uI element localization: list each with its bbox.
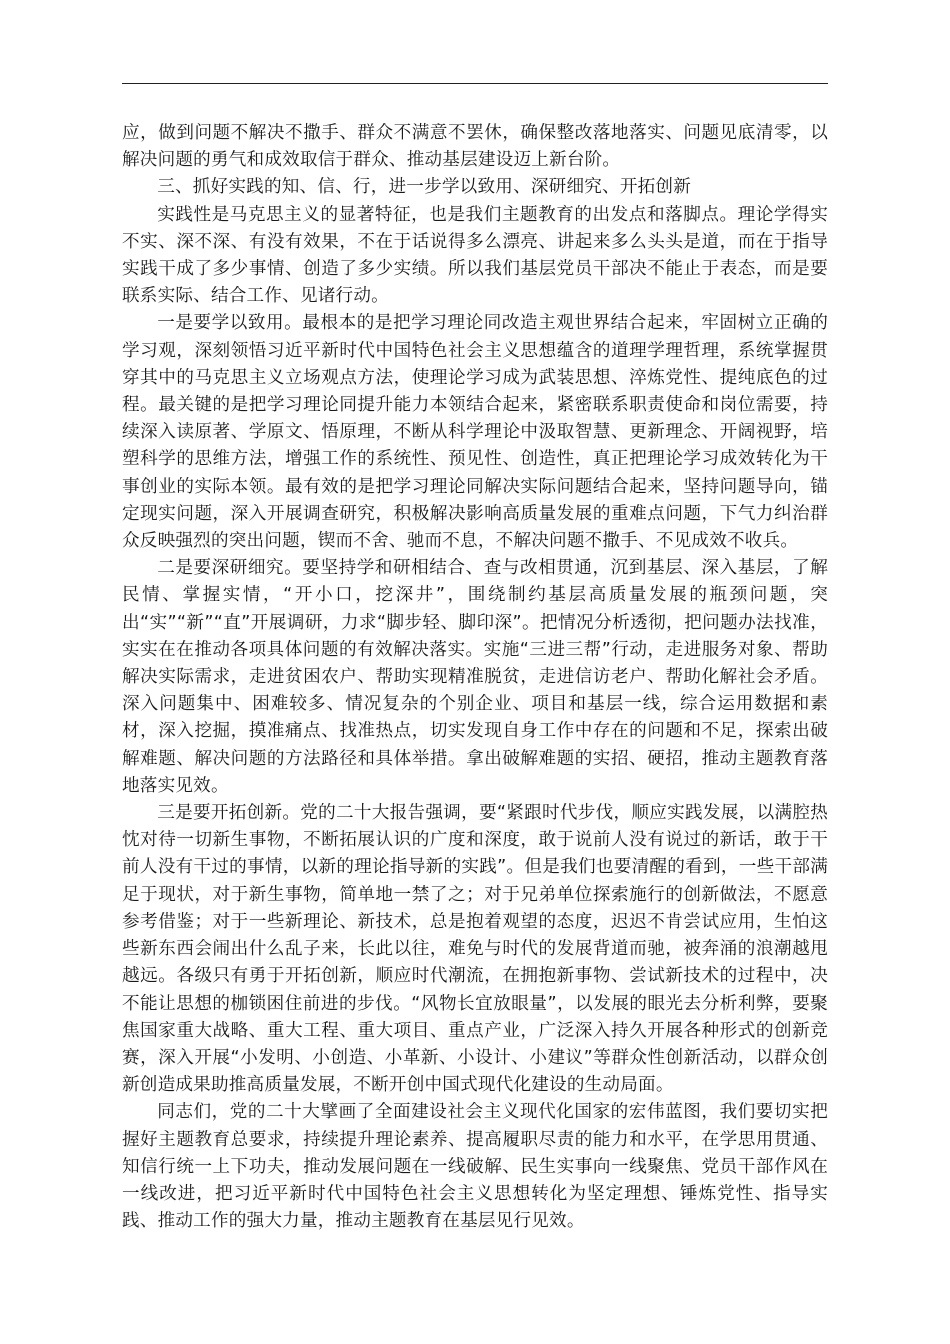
paragraph: 一是要学以致用。最根本的是把学习理论同改造主观世界结合起来，牢固树立正确的学习观，深刻领悟习近平新时代中国特色社会主义思想蕴含的道理学理哲理，系统掌握贯穿其中的马克思主义立场观点方法，使理论学习成为武装思想、淬炼党性、提纯底色的过程。最关键的是把学习理论同提升能力本领结合起来，紧密联系职责使命和岗位需要，持续深入读原著、学原文、悟原理，不断从科学理论中汲取智慧、更新理念、开阔视野，培塑科学的思维方法，增强工作的系统性、预见性、创造性，真正把理论学习成效转化为干事创业的实际本领。最有效的是把学习理论同解决实际问题结合起来，坚持问题导向，锚定现实问题，深入开展调查研究，积极解决影响高质量发展的重难点问题，下气力纠治群众反映强烈的突出问题，锲而不舍、驰而不息，不解决问题不撒手、不见成效不收兵。 xyxy=(122,313,828,552)
section-heading: 三、抓好实践的知、信、行，进一步学以致用、深研细究、开拓创新 xyxy=(157,177,692,198)
paragraph-continuation: 应，做到问题不解决不撒手、群众不满意不罢休，确保整改落地落实、问题见底清零，以解决问题的勇气和成效取信于群众、推动基层建设迈上新台阶。 xyxy=(122,123,828,171)
paragraph-closing: 同志们，党的二十大擘画了全面建设社会主义现代化国家的宏伟蓝图，我们要切实把握好主题教育总要求，持续提升理论素养、提高履职尽责的能力和水平，在学思用贯通、知信行统一上下功夫，推动发展问题在一线破解、民生实事向一线聚焦、党员干部作风在一线改进，把习近平新时代中国特色社会主义思想转化为坚定理想、锤炼党性、指导实践、推动工作的强大力量，推动主题教育在基层见行见效。 xyxy=(122,1102,828,1232)
header-rule xyxy=(122,83,828,84)
paragraph: 二是要深研细究。要坚持学和研相结合、查与改相贯通，沉到基层、深入基层，了解民情、掌握实情，“开小口，挖深井”，围绕制约基层高质量发展的瓶颈问题，突出“实”“新”“直”开展调研，力求“脚步轻、脚印深”。把情况分析透彻，把问题办法找准，实实在在推动各项具体问题的有效解决落实。实施“三进三帮”行动，走进服务对象、帮助解决实际需求，走进贫困农户、帮助实现精准脱贫，走进信访老户、帮助化解社会矛盾。深入问题集中、困难较多、情况复杂的个别企业、项目和基层一线，综合运用数据和素材，深入挖掘，摸准痛点、找准热点，切实发现自身工作中存在的问题和不足，探索出破解难题、解决问题的方法路径和具体举措。拿出破解难题的实招、硬招，推动主题教育落地落实见效。 xyxy=(122,558,828,796)
paragraph: 三是要开拓创新。党的二十大报告强调，要“紧跟时代步伐，顺应实践发展，以满腔热忱对待一切新生事物，不断拓展认识的广度和深度，敢于说前人没有说过的新话，敢于干前人没有干过的事情，以新的理论指导新的实践”。但是我们也要清醒的看到，一些干部满足于现状，对于新生事物，简单地一禁了之；对于兄弟单位探索施行的创新做法，不愿意参考借鉴；对于一些新理论、新技术，总是抱着观望的态度，迟迟不肯尝试应用，生怕这些新东西会闹出什么乱子来，长此以往，难免与时代的发展背道而驰，被奔涌的浪潮越甩越远。各级只有勇于开拓创新，顺应时代潮流，在拥抱新事物、尝试新技术的过程中，决不能让思想的枷锁困住前进的步伐。“风物长宜放眼量”，以发展的眼光去分析利弊，要聚焦国家重大战略、重大工程、重大项目、重点产业，广泛深入持久开展各种形式的创新竞赛，深入开展“小发明、小创造、小革新、小设计、小建议”等群众性创新活动，以群众创新创造成果助推高质量发展，不断开创中国式现代化建设的生动局面。 xyxy=(122,803,828,1096)
document-body xyxy=(122,120,828,1235)
paragraph: 实践性是马克思主义的显著特征，也是我们主题教育的出发点和落脚点。理论学得实不实、深不深、有没有效果，不在于话说得多么漂亮、讲起来多么头头是道，而在于指导实践干成了多少事情、创造了多少实绩。所以我们基层党员干部决不能止于表态，而是要联系实际、结合工作、见诸行动。 xyxy=(122,204,828,307)
